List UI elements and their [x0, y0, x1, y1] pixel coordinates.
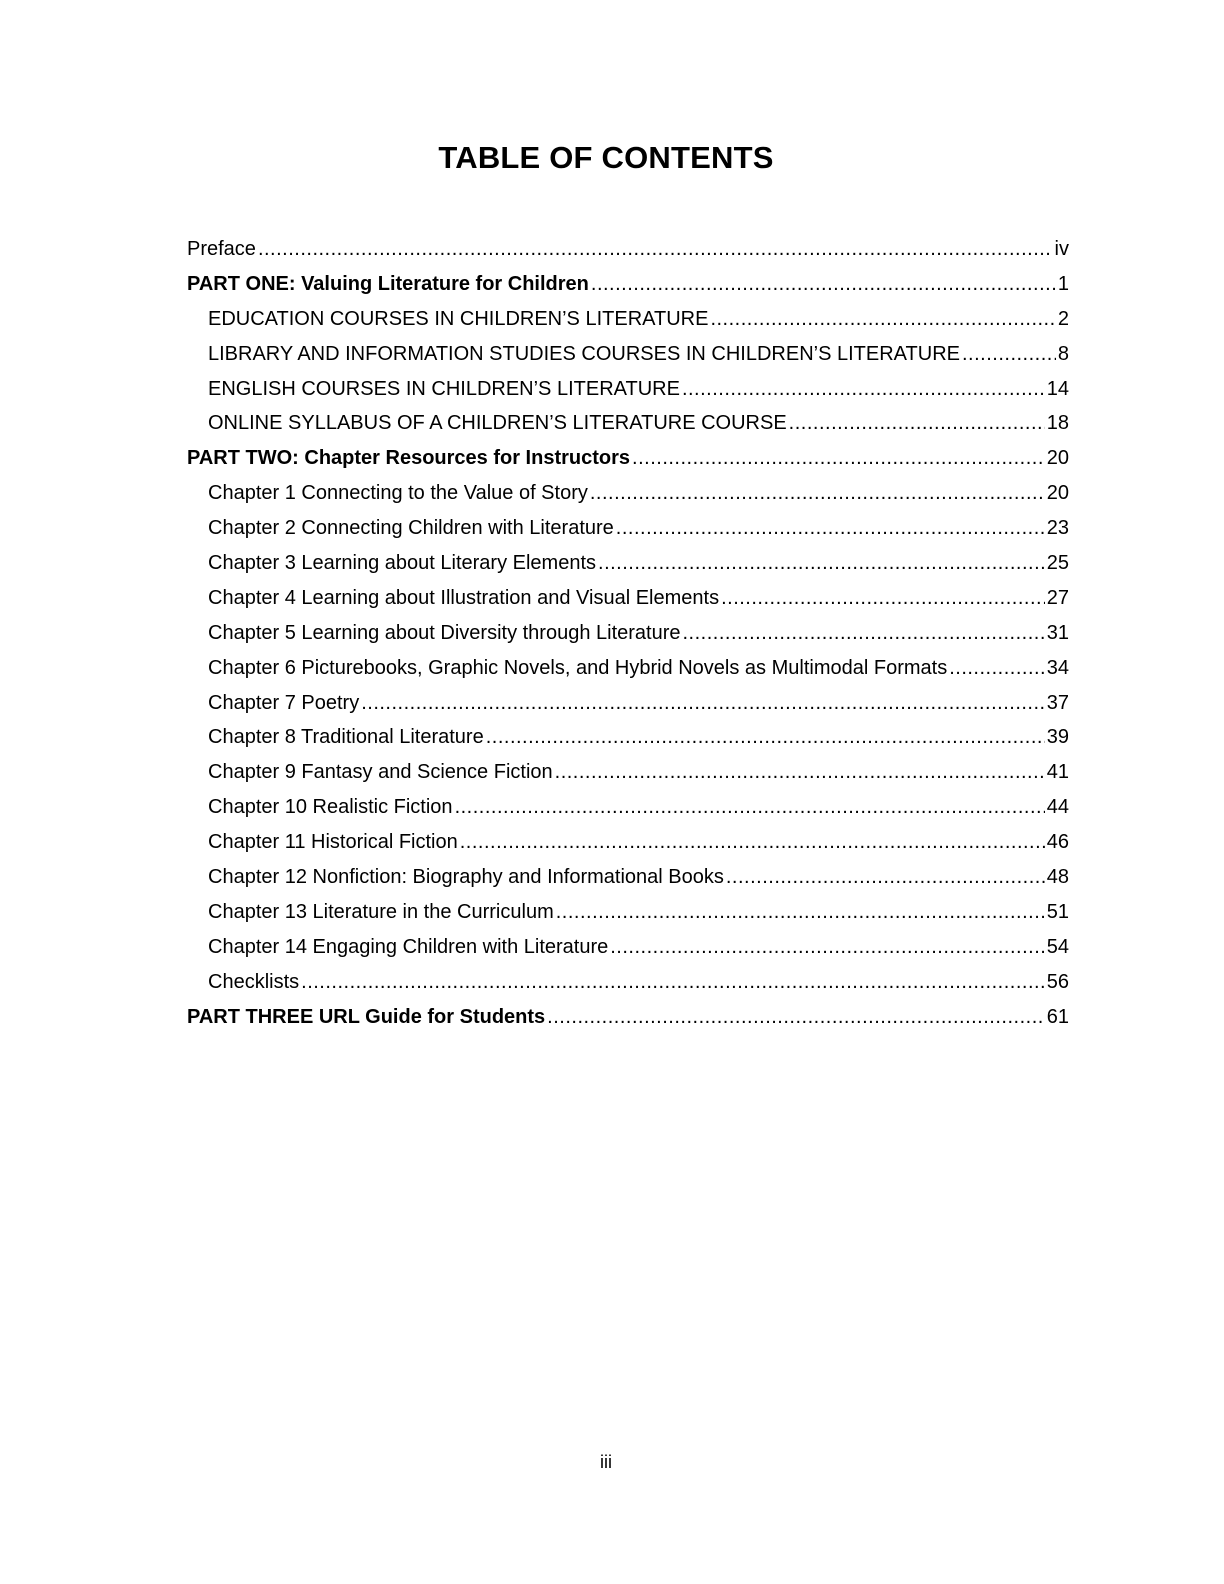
toc-entry[interactable]: [187, 651, 1069, 686]
toc-entry-title: PART TWO: Chapter Resources for Instructors: [187, 441, 632, 476]
toc-entry-page-number: 44: [1045, 790, 1069, 825]
toc-entry-title: ENGLISH COURSES IN CHILDREN’S LITERATURE: [208, 372, 682, 407]
toc-entry-title: PART ONE: Valuing Literature for Children: [187, 267, 591, 302]
toc-entry[interactable]: [187, 616, 1069, 651]
page-title: TABLE OF CONTENTS: [438, 140, 774, 175]
toc-entry[interactable]: [187, 720, 1069, 755]
toc-entry-page-number: 51: [1045, 895, 1069, 930]
toc-entry[interactable]: [187, 406, 1069, 441]
toc-entry-title: Chapter 1 Connecting to the Value of Story: [208, 476, 590, 511]
toc-dot-leader: [547, 1000, 1045, 1035]
toc-entry-title: Chapter 12 Nonfiction: Biography and Informational Books: [208, 860, 726, 895]
toc-entry[interactable]: [187, 441, 1069, 476]
toc-entry-title: Chapter 13 Literature in the Curriculum: [208, 895, 556, 930]
toc-entry[interactable]: [187, 860, 1069, 895]
toc-entry[interactable]: [187, 581, 1069, 616]
toc-dot-leader: [258, 232, 1053, 267]
toc-entry-page-number: 27: [1045, 581, 1069, 616]
toc-entry[interactable]: [187, 930, 1069, 965]
toc-entry-title: Chapter 4 Learning about Illustration and Visual Elements: [208, 581, 721, 616]
toc-entry-page-number: 25: [1045, 546, 1069, 581]
toc-entry-title: Chapter 3 Learning about Literary Elements: [208, 546, 598, 581]
toc-entry-title: ONLINE SYLLABUS OF A CHILDREN’S LITERATURE COURSE: [208, 406, 789, 441]
toc-dot-leader: [591, 267, 1056, 302]
toc-entry-page-number: 14: [1045, 372, 1069, 407]
toc-entry[interactable]: [187, 232, 1069, 267]
toc-entry-title: PART THREE URL Guide for Students: [187, 1000, 547, 1035]
toc-entry-title: Chapter 8 Traditional Literature: [208, 720, 486, 755]
toc-entry-page-number: 31: [1045, 616, 1069, 651]
toc-entry-page-number: 8: [1056, 337, 1069, 372]
toc-entry[interactable]: [187, 965, 1069, 1000]
toc-dot-leader: [683, 616, 1045, 651]
toc-entry[interactable]: [187, 511, 1069, 546]
toc-entry-page-number: 39: [1045, 720, 1069, 755]
toc-dot-leader: [721, 581, 1045, 616]
page-number: iii: [600, 1452, 612, 1472]
toc-entry-title: Chapter 11 Historical Fiction: [208, 825, 460, 860]
toc-entry-page-number: 20: [1045, 441, 1069, 476]
toc-dot-leader: [962, 337, 1056, 372]
toc-entry-title: LIBRARY AND INFORMATION STUDIES COURSES IN CHILDREN’S LITERATURE: [208, 337, 962, 372]
toc-entry-page-number: 1: [1056, 267, 1069, 302]
toc-entry-page-number: iv: [1053, 232, 1069, 267]
toc-entry-page-number: 61: [1045, 1000, 1069, 1035]
toc-dot-leader: [616, 511, 1045, 546]
toc-dot-leader: [682, 372, 1045, 407]
toc-dot-leader: [486, 720, 1045, 755]
toc-entry-title: EDUCATION COURSES IN CHILDREN’S LITERATURE: [208, 302, 710, 337]
toc-entry[interactable]: [187, 755, 1069, 790]
toc-entry[interactable]: [187, 895, 1069, 930]
toc-dot-leader: [460, 825, 1045, 860]
toc-entry[interactable]: [187, 686, 1069, 721]
toc-entry[interactable]: [187, 546, 1069, 581]
toc-dot-leader: [555, 755, 1045, 790]
toc-dot-leader: [361, 686, 1045, 721]
table-of-contents: [187, 232, 1069, 1034]
toc-dot-leader: [556, 895, 1045, 930]
toc-entry[interactable]: [187, 1000, 1069, 1035]
toc-dot-leader: [590, 476, 1045, 511]
toc-entry-page-number: 48: [1045, 860, 1069, 895]
toc-dot-leader: [455, 790, 1045, 825]
toc-dot-leader: [710, 302, 1055, 337]
toc-entry-title: Chapter 9 Fantasy and Science Fiction: [208, 755, 555, 790]
toc-entry-title: Chapter 10 Realistic Fiction: [208, 790, 455, 825]
toc-entry-page-number: 34: [1045, 651, 1069, 686]
toc-entry[interactable]: [187, 372, 1069, 407]
toc-entry-title: Preface: [187, 232, 258, 267]
toc-entry-page-number: 37: [1045, 686, 1069, 721]
toc-entry-page-number: 18: [1045, 406, 1069, 441]
toc-entry-page-number: 20: [1045, 476, 1069, 511]
toc-dot-leader: [598, 546, 1045, 581]
toc-entry-page-number: 2: [1056, 302, 1069, 337]
toc-entry-page-number: 23: [1045, 511, 1069, 546]
toc-dot-leader: [949, 651, 1045, 686]
toc-entry-page-number: 46: [1045, 825, 1069, 860]
toc-entry-title: Chapter 6 Picturebooks, Graphic Novels, and Hybrid Novels as Multimodal Formats: [208, 651, 949, 686]
toc-entry-page-number: 41: [1045, 755, 1069, 790]
toc-dot-leader: [632, 441, 1045, 476]
toc-entry-page-number: 54: [1045, 930, 1069, 965]
toc-entry-title: Chapter 14 Engaging Children with Literature: [208, 930, 610, 965]
toc-entry[interactable]: [187, 337, 1069, 372]
toc-dot-leader: [610, 930, 1045, 965]
toc-dot-leader: [726, 860, 1045, 895]
toc-entry-title: Chapter 5 Learning about Diversity through Literature: [208, 616, 683, 651]
toc-entry[interactable]: [187, 825, 1069, 860]
toc-entry-page-number: 56: [1045, 965, 1069, 1000]
toc-entry[interactable]: [187, 267, 1069, 302]
toc-entry-title: Checklists: [208, 965, 301, 1000]
toc-dot-leader: [301, 965, 1045, 1000]
toc-entry-title: Chapter 2 Connecting Children with Literature: [208, 511, 616, 546]
toc-entry[interactable]: [187, 302, 1069, 337]
toc-entry[interactable]: [187, 790, 1069, 825]
toc-entry[interactable]: [187, 476, 1069, 511]
toc-entry-title: Chapter 7 Poetry: [208, 686, 361, 721]
toc-dot-leader: [789, 406, 1045, 441]
